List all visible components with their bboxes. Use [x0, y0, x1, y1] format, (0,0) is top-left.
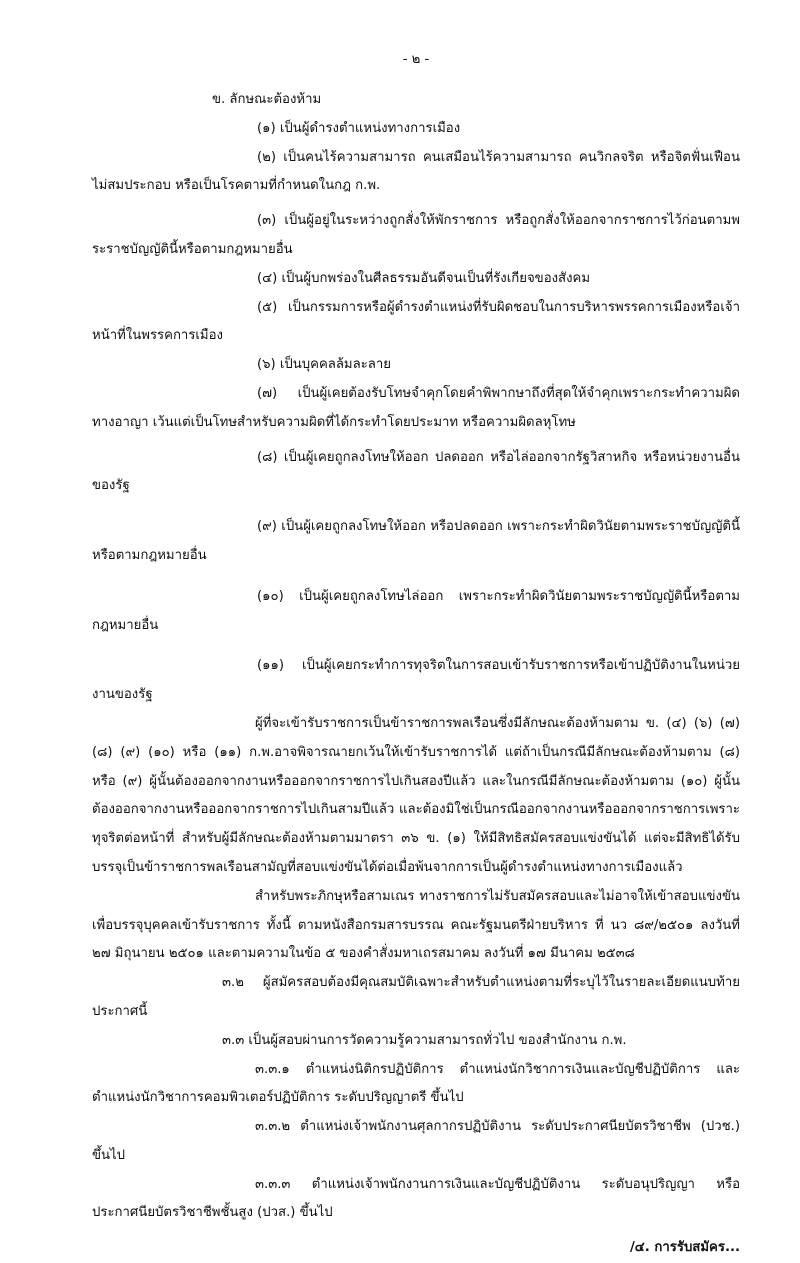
exemption-paragraph: ผู้ที่จะเข้ารับราชการเป็นข้าราชการพลเรือนซึ่งมีลักษณะต้องห้ามตาม ข. (๔) (๖) (๗) (๘) (๙) (๑๐) หรือ (๑๑) ก.พ.อาจพิจารณายกเว้นให้เข้ารับราชการได้ แต่ถ้าเป็นกรณีมีลักษณะต้องห้ามตาม (๘) หรือ (๙) ผู้นั้นต้องออกจากงานหรือออกจากราชการไปเกินสองปีแล้ว และในกรณีมีลักษณะต้องห้ามตาม (๑๐) ผู้นั้นต้องออกจากงานหรือออกจากราชการไปเกินสามปีแล้ว และต้องมิใช่เป็นกรณีออกจากงานหรือออกจากราชการเพราะทุจริตต่อหน้าที่ สำหรับผู้มีลักษณะต้องห้ามตามมาตรา ๓๖ ข. (๑) ให้มีสิทธิสมัครสอบแข่งขันได้ แต่จะมีสิทธิได้รับบรรจุเป็นข้าราชการพลเรือนสามัญที่สอบแข่งขันได้ต่อเมื่อพ้นจากการเป็นผู้ดำรงตำแหน่งทางการเมืองแล้ว	[92, 715, 740, 875]
prohibition-item: (๒) เป็นคนไร้ความสามารถ คนเสมือนไร้ความสามารถ คนวิกลจริต หรือจิตฟั่นเฟือนไม่สมประกอบ หรือเป็นโรคตามที่กำหนดในกฎ ก.พ.	[92, 149, 740, 194]
continuation-marker: /๔. การรับสมัคร...	[629, 1240, 740, 1256]
monks-paragraph: สำหรับพระภิกษุหรือสามเณร ทางราชการไม่รับสมัครสอบและไม่อาจให้เข้าสอบแข่งขันเพื่อบรรจุบุคคลเข้ารับราชการ ทั้งนี้ ตามหนังสือกรมสารบรรณ คณะรัฐมนตรีฝ่ายบริหาร ที่ นว ๘๙/๒๕๐๑ ลงวันที่ ๒๗ มิถุนายน ๒๕๐๑ และตามความในข้อ ๕ ของคำสั่งมหาเถรสมาคม ลงวันที่ ๑๗ มีนาคม ๒๕๓๘	[92, 888, 740, 962]
prohibition-item: (๔) เป็นผู้บกพร่องในศีลธรรมอันดีจนเป็นที่รังเกียจของสังคม	[257, 270, 591, 286]
section-title: ข. ลักษณะต้องห้าม	[212, 92, 322, 107]
item-3-2: ๓.๒ ผู้สมัครสอบต้องมีคุณสมบัติเฉพาะสำหรับตำแหน่งตามที่ระบุไว้ในรายละเอียดแนบท้ายประกาศนี้	[92, 975, 740, 1019]
item-3-3-2: ๓.๓.๒ ตำแหน่งเจ้าพนักงานศุลกากรปฏิบัติงาน ระดับประกาศนียบัตรวิชาชีพ (ปวช.) ขึ้นไป	[92, 1119, 740, 1163]
page-number: - ๒ -	[402, 52, 430, 67]
prohibition-item: (๑) เป็นผู้ดำรงตำแหน่งทางการเมือง	[257, 120, 461, 136]
item-3-3-1: ๓.๓.๑ ตำแหน่งนิติกรปฏิบัติการ ตำแหน่งนักวิชาการเงินและบัญชีปฏิบัติการ และตำแหน่งนักวิชาการคอมพิวเตอร์ปฏิบัติการ ระดับปริญญาตรี ขึ้นไป	[92, 1061, 740, 1106]
item-3-3: ๓.๓ เป็นผู้สอบผ่านการวัดความรู้ความสามารถทั่วไป ของสำนักงาน ก.พ.	[222, 1032, 627, 1048]
prohibition-item: (๖) เป็นบุคคลล้มละลาย	[257, 357, 391, 373]
prohibition-item: (๕) เป็นกรรมการหรือผู้ดำรงตำแหน่งที่รับผิดชอบในการบริหารพรรคการเมืองหรือเจ้าหน้าที่ในพรรคการเมือง	[92, 299, 740, 344]
prohibition-item: (๗) เป็นผู้เคยต้องรับโทษจำคุกโดยคำพิพากษาถึงที่สุดให้จำคุกเพราะกระทำความผิดทางอาญา เว้นแต่เป็นโทษสำหรับความผิดที่ได้กระทำโดยประมาท หรือความผิดลหุโทษ	[92, 385, 740, 430]
item-3-3-3: ๓.๓.๓ ตำแหน่งเจ้าพนักงานการเงินและบัญชีปฏิบัติงาน ระดับอนุปริญญา หรือประกาศนียบัตรวิชาชีพชั้นสูง (ปวส.) ขึ้นไป	[92, 1176, 740, 1221]
prohibition-item: (๙) เป็นผู้เคยถูกลงโทษให้ออก หรือปลดออก เพราะกระทำผิดวินัยตามพระราชบัญญัตินี้หรือตามกฎหมายอื่น	[92, 519, 740, 563]
prohibition-item: (๘) เป็นผู้เคยถูกลงโทษให้ออก ปลดออก หรือไล่ออกจากรัฐวิสาหกิจ หรือหน่วยงานอื่นของรัฐ	[92, 449, 740, 494]
prohibition-item: (๑๑) เป็นผู้เคยกระทำการทุจริตในการสอบเข้ารับราชการหรือเข้าปฏิบัติงานในหน่วยงานของรัฐ	[92, 658, 740, 703]
prohibition-item: (๑๐) เป็นผู้เคยถูกลงโทษไล่ออก เพราะกระทำผิดวินัยตามพระราชบัญญัตินี้หรือตามกฎหมายอื่น	[92, 588, 740, 633]
prohibition-item: (๓) เป็นผู้อยู่ในระหว่างถูกสั่งให้พักราชการ หรือถูกสั่งให้ออกจากราชการไว้ก่อนตามพระราชบัญญัตินี้หรือตามกฎหมายอื่น	[92, 213, 740, 257]
prohibition-list	[92, 115, 740, 710]
